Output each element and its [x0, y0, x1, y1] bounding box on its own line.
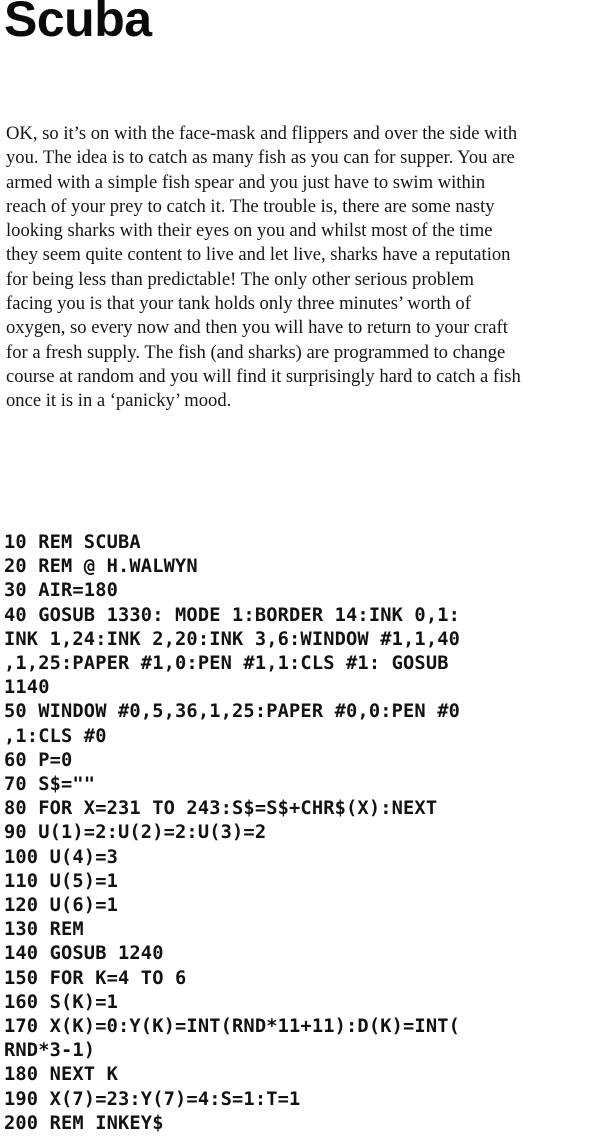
code-line: 180 NEXT K: [4, 1064, 119, 1086]
code-line: INK 1,24:INK 2,20:INK 3,6:WINDOW #1,1,40: [4, 628, 461, 650]
code-line: ,1:CLS #0: [4, 725, 107, 747]
code-line: 60 P=0: [4, 749, 73, 771]
intro-line: OK, so it’s on with the face-mask and flippers and over the side with: [6, 123, 518, 144]
code-line: 120 U(6)=1: [4, 895, 119, 917]
code-line: 50 WINDOW #0,5,36,1,25:PAPER #0,0:PEN #0: [4, 701, 461, 723]
code-line: 200 REM INKEY$: [4, 1112, 164, 1134]
code-line: 70 S$="": [4, 774, 96, 796]
basic-program-listing: [4, 531, 606, 1136]
intro-line: once it is in a ‘panicky’ mood.: [6, 390, 232, 412]
code-line: 170 X(K)=0:Y(K)=INT(RND*11+11):D(K)=INT(: [4, 1016, 461, 1038]
intro-line: oxygen, so every now and then you will have to return to your craft: [6, 317, 508, 339]
code-line: 150 FOR K=4 TO 6: [4, 967, 187, 989]
code-line: RND*3-1): [4, 1040, 96, 1062]
intro-line: for a fresh supply. The fish (and sharks) are programmed to change: [6, 341, 506, 363]
intro-line: reach of your prey to catch it. The trouble is, there are some nasty: [6, 195, 495, 217]
code-line: 80 FOR X=231 TO 243:S$=S$+CHR$(X):NEXT: [4, 798, 438, 820]
code-line: 10 REM SCUBA: [4, 532, 141, 553]
page-title: Scuba: [4, 0, 152, 47]
code-line: 90 U(1)=2:U(2)=2:U(3)=2: [4, 822, 267, 844]
code-line: 140 GOSUB 1240: [4, 943, 164, 965]
code-line: 100 U(4)=3: [4, 846, 119, 868]
code-line: 20 REM @ H.WALWYN: [4, 556, 198, 578]
code-line: 1140: [4, 677, 50, 699]
intro-line: they seem quite content to live and let live, sharks have a reputation: [6, 244, 511, 266]
code-line: ,1,25:PAPER #1,0:PEN #1,1:CLS #1: GOSUB: [4, 653, 449, 675]
code-line: 110 U(5)=1: [4, 870, 119, 892]
intro-paragraph: [6, 122, 606, 414]
code-line: 130 REM: [4, 919, 84, 941]
code-line: 190 X(7)=23:Y(7)=4:S=1:T=1: [4, 1088, 301, 1110]
intro-line: for being less than predictable! The only other serious problem: [6, 268, 474, 290]
code-line: 160 S(K)=1: [4, 991, 119, 1013]
intro-line: you. The idea is to catch as many fish as you can for supper. You are: [6, 147, 515, 169]
code-line: 40 GOSUB 1330: MODE 1:BORDER 14:INK 0,1:: [4, 604, 461, 626]
intro-line: looking sharks with their eyes on you and whilst most of the time: [6, 220, 493, 242]
intro-line: course at random and you will find it surprisingly hard to catch a fish: [6, 365, 521, 387]
code-line: 30 AIR=180: [4, 580, 119, 602]
intro-line: facing you is that your tank holds only three minutes’ worth of: [6, 293, 471, 315]
intro-line: armed with a simple fish spear and you just have to swim within: [6, 171, 486, 193]
